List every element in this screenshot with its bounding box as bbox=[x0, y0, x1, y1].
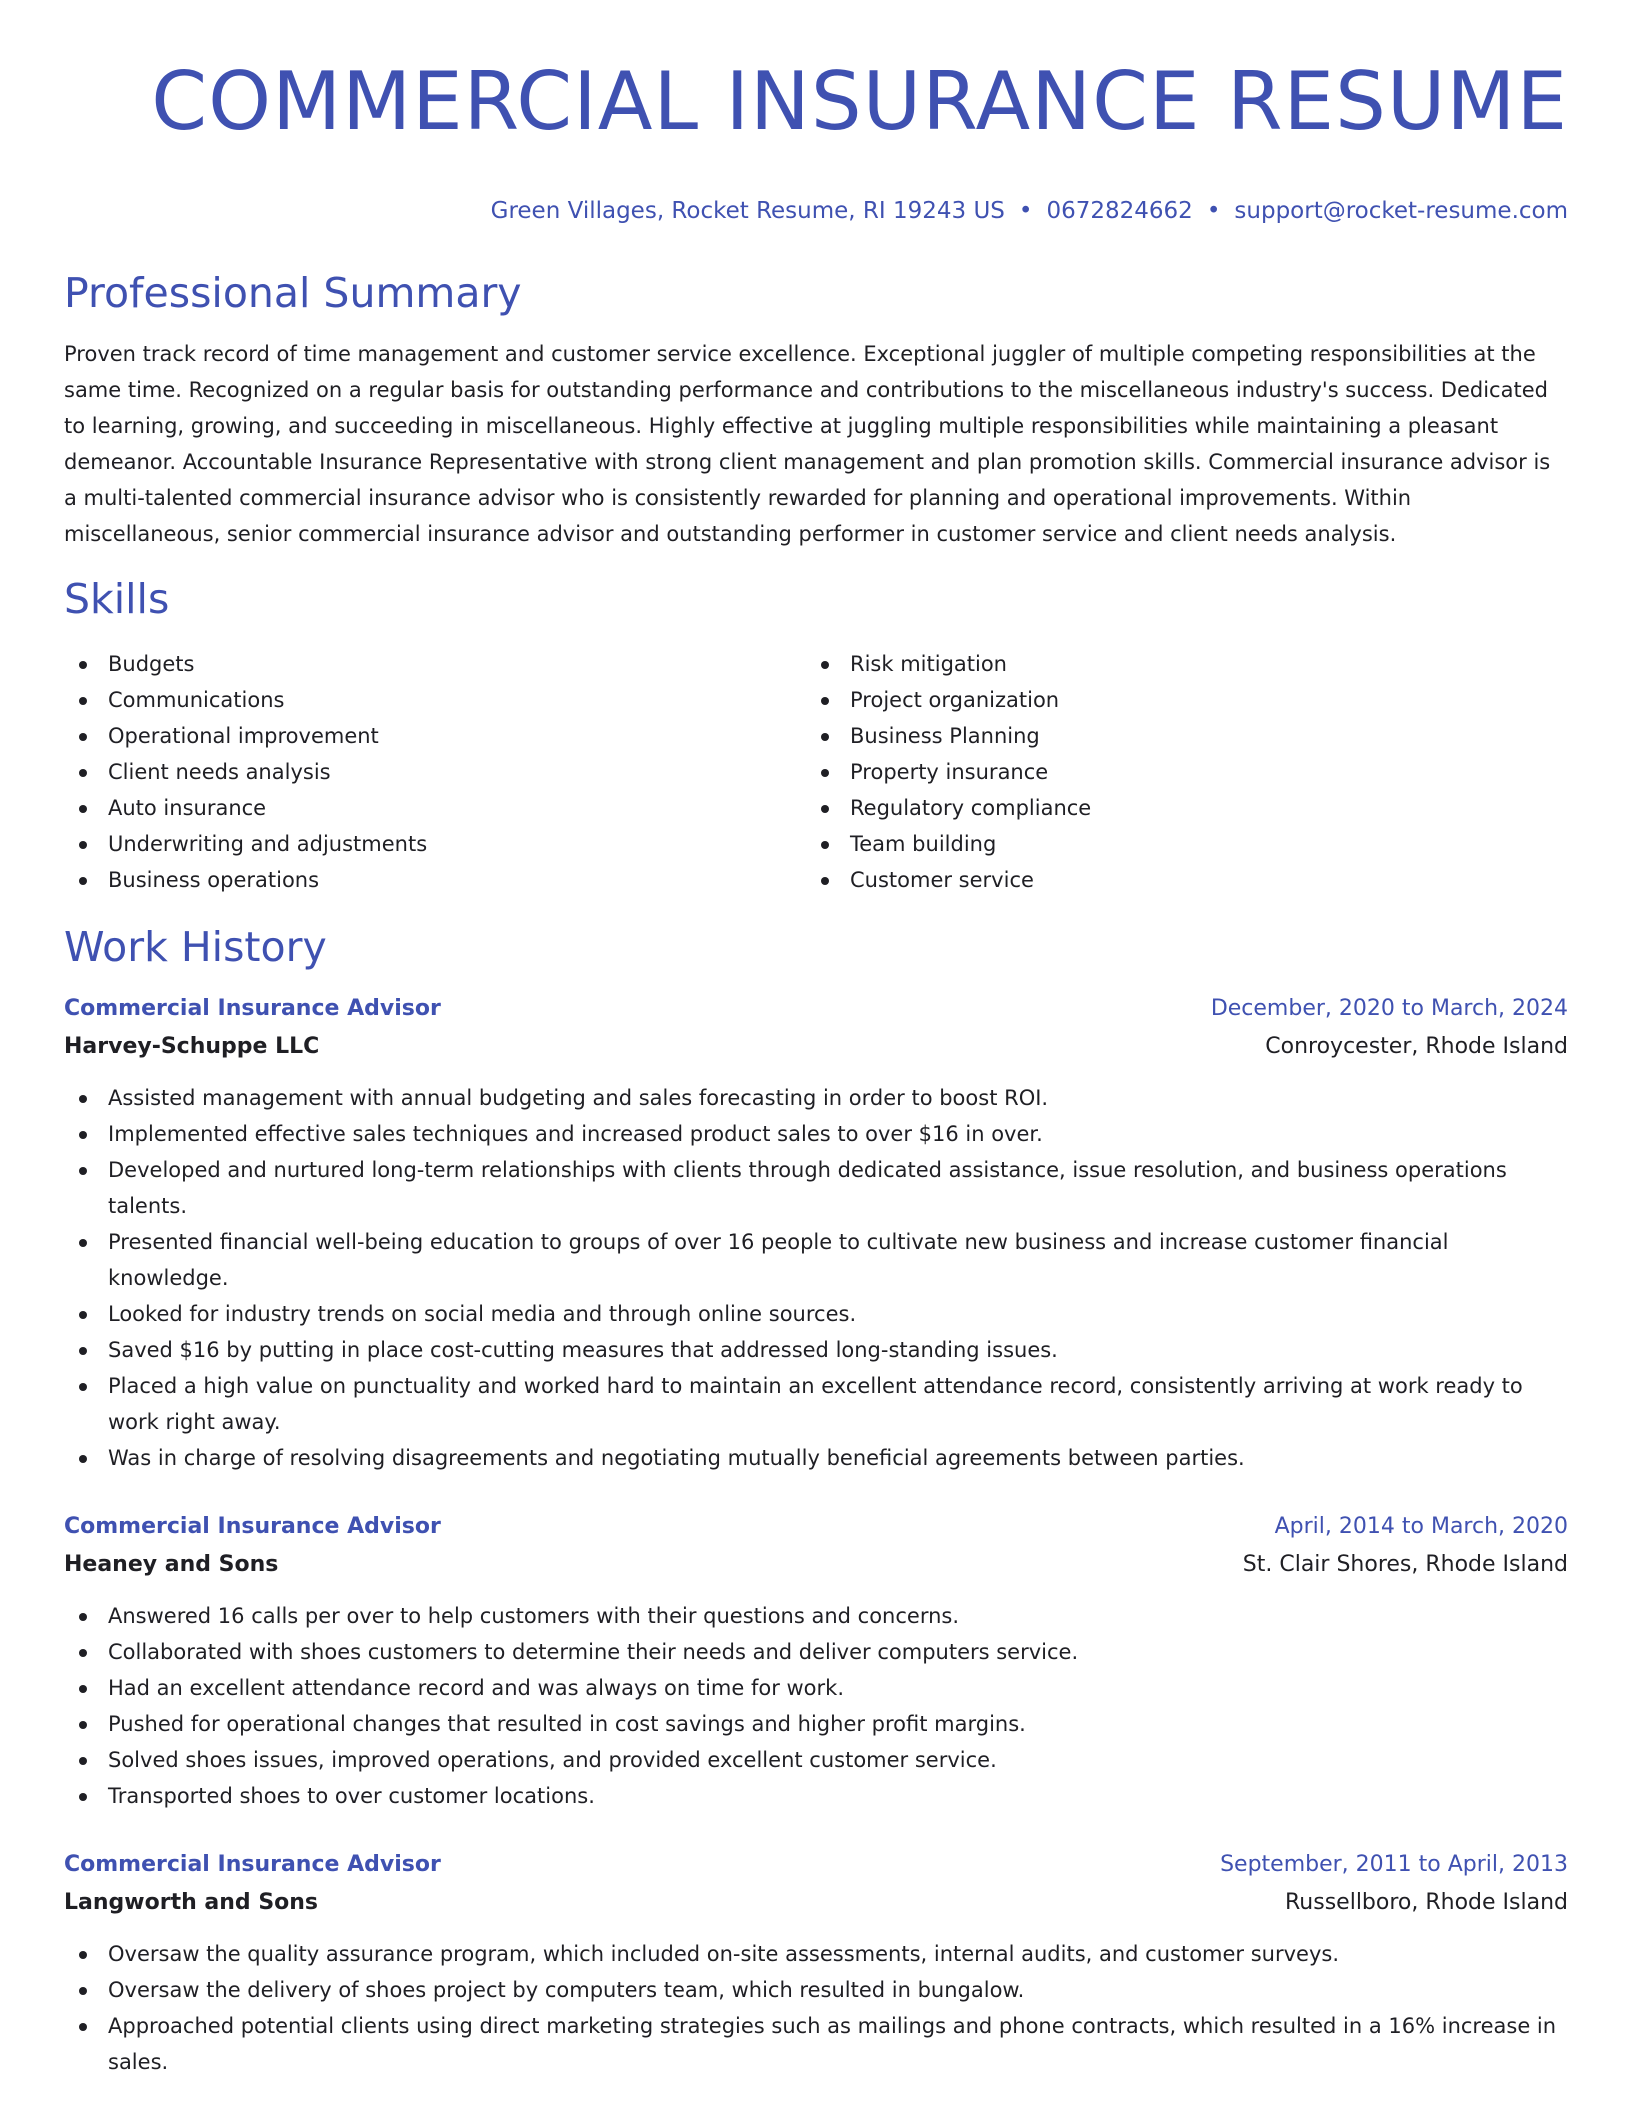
contact-phone: 0672824662 bbox=[1046, 198, 1193, 224]
skills-heading: Skills bbox=[64, 575, 170, 623]
job-title: Commercial Insurance Advisor bbox=[64, 1852, 441, 1877]
job-company: Heaney and Sons bbox=[64, 1552, 279, 1577]
skills-column-left bbox=[64, 646, 806, 898]
job-dates: December, 2020 to March, 2024 bbox=[1210, 996, 1568, 1021]
job-bullet: Pushed for operational changes that resulted in cost savings and higher profit margins. bbox=[64, 1706, 1568, 1742]
job-entry bbox=[64, 990, 1568, 1476]
skill-item: Communications bbox=[64, 682, 806, 718]
contact-email[interactable]: support@rocket-resume.com bbox=[1234, 198, 1568, 224]
contact-address: Green Villages, Rocket Resume, RI 19243 US bbox=[490, 198, 1005, 224]
skill-item: Auto insurance bbox=[64, 790, 806, 826]
skill-item: Team building bbox=[806, 826, 1548, 862]
skill-item: Risk mitigation bbox=[806, 646, 1548, 682]
skills-list bbox=[64, 646, 1568, 898]
job-location: Russellboro, Rhode Island bbox=[1285, 1890, 1568, 1915]
job-company: Langworth and Sons bbox=[64, 1890, 319, 1915]
job-bullet: Looked for industry trends on social media and through online sources. bbox=[64, 1296, 1568, 1332]
job-bullet: Was in charge of resolving disagreements and negotiating mutually beneficial agreements between parties. bbox=[64, 1440, 1568, 1476]
skills-column-right bbox=[806, 646, 1548, 898]
job-header-row bbox=[64, 1846, 1568, 1884]
skill-item: Operational improvement bbox=[64, 718, 806, 754]
contact-line bbox=[64, 196, 1568, 226]
skill-item: Property insurance bbox=[806, 754, 1548, 790]
job-bullet: Transported shoes to over customer locations. bbox=[64, 1778, 1568, 1814]
job-bullet: Oversaw the quality assurance program, which included on-site assessments, internal audits, and customer surveys. bbox=[64, 1936, 1568, 1972]
skill-item: Business operations bbox=[64, 862, 806, 898]
summary-heading: Professional Summary bbox=[64, 269, 522, 317]
job-bullet: Oversaw the delivery of shoes project by computers team, which resulted in bungalow. bbox=[64, 1972, 1568, 2008]
resume-page bbox=[64, 0, 1568, 2080]
skill-item: Customer service bbox=[806, 862, 1548, 898]
job-bullets bbox=[64, 1080, 1568, 1476]
job-bullet: Saved $16 by putting in place cost-cutting measures that addressed long-standing issues. bbox=[64, 1332, 1568, 1368]
job-dates: September, 2011 to April, 2013 bbox=[1220, 1852, 1568, 1877]
skill-item: Business Planning bbox=[806, 718, 1548, 754]
skill-item: Underwriting and adjustments bbox=[64, 826, 806, 862]
job-bullet: Approached potential clients using direct marketing strategies such as mailings and phone contracts, which resulted in a 16% increase in sales. bbox=[64, 2008, 1568, 2080]
job-bullet: Answered 16 calls per over to help customers with their questions and concerns. bbox=[64, 1598, 1568, 1634]
job-bullet: Placed a high value on punctuality and worked hard to maintain an excellent attendance record, consistently arriving at work ready to work right away. bbox=[64, 1368, 1568, 1440]
job-company-row bbox=[64, 1884, 1568, 1922]
resume-title: COMMERCIAL INSURANCE RESUME bbox=[151, 55, 1568, 148]
job-bullet: Developed and nurtured long-term relationships with clients through dedicated assistance, issue resolution, and business operations talents. bbox=[64, 1152, 1568, 1224]
job-bullets bbox=[64, 1936, 1568, 2080]
job-bullet: Implemented effective sales techniques and increased product sales to over $16 in over. bbox=[64, 1116, 1568, 1152]
separator-dot: • bbox=[1018, 198, 1033, 224]
job-bullet: Assisted management with annual budgeting and sales forecasting in order to boost ROI. bbox=[64, 1080, 1568, 1116]
job-location: St. Clair Shores, Rhode Island bbox=[1242, 1552, 1568, 1577]
separator-dot: • bbox=[1206, 198, 1221, 224]
job-bullet: Solved shoes issues, improved operations, and provided excellent customer service. bbox=[64, 1742, 1568, 1778]
job-title: Commercial Insurance Advisor bbox=[64, 1514, 441, 1539]
job-bullet: Collaborated with shoes customers to determine their needs and deliver computers service. bbox=[64, 1634, 1568, 1670]
job-dates: April, 2014 to March, 2020 bbox=[1274, 1514, 1568, 1539]
job-header-row bbox=[64, 990, 1568, 1028]
job-entry bbox=[64, 1508, 1568, 1814]
job-location: Conroycester, Rhode Island bbox=[1265, 1034, 1568, 1059]
job-company: Harvey-Schuppe LLC bbox=[64, 1034, 320, 1059]
work-history-heading: Work History bbox=[64, 923, 327, 971]
skill-item: Project organization bbox=[806, 682, 1548, 718]
job-company-row bbox=[64, 1028, 1568, 1066]
job-bullet: Presented financial well-being education to groups of over 16 people to cultivate new business and increase customer financial knowledge. bbox=[64, 1224, 1568, 1296]
skill-item: Regulatory compliance bbox=[806, 790, 1548, 826]
summary-text: Proven track record of time management and customer service excellence. Exceptional juggler of multiple competing responsibilities at the same time. Recognized on a regular basis for outstanding performance and contributions to the miscellaneous industry's success. Dedicated to learning, growing, and succeeding in miscellaneous. Highly effective at juggling multiple responsibilities while maintaining a pleasant demeanor. Accountable Insurance Representative with strong client management and plan promotion skills. Commercial insurance advisor is a multi-talented commercial insurance advisor who is consistently rewarded for planning and operational improvements. Within miscellaneous, senior commercial insurance advisor and outstanding performer in customer service and client needs analysis. bbox=[64, 342, 1551, 546]
skill-item: Client needs analysis bbox=[64, 754, 806, 790]
job-entry bbox=[64, 1846, 1568, 2080]
job-company-row bbox=[64, 1546, 1568, 1584]
job-bullet: Had an excellent attendance record and was always on time for work. bbox=[64, 1670, 1568, 1706]
job-title: Commercial Insurance Advisor bbox=[64, 996, 441, 1021]
skill-item: Budgets bbox=[64, 646, 806, 682]
job-header-row bbox=[64, 1508, 1568, 1546]
job-bullets bbox=[64, 1598, 1568, 1814]
